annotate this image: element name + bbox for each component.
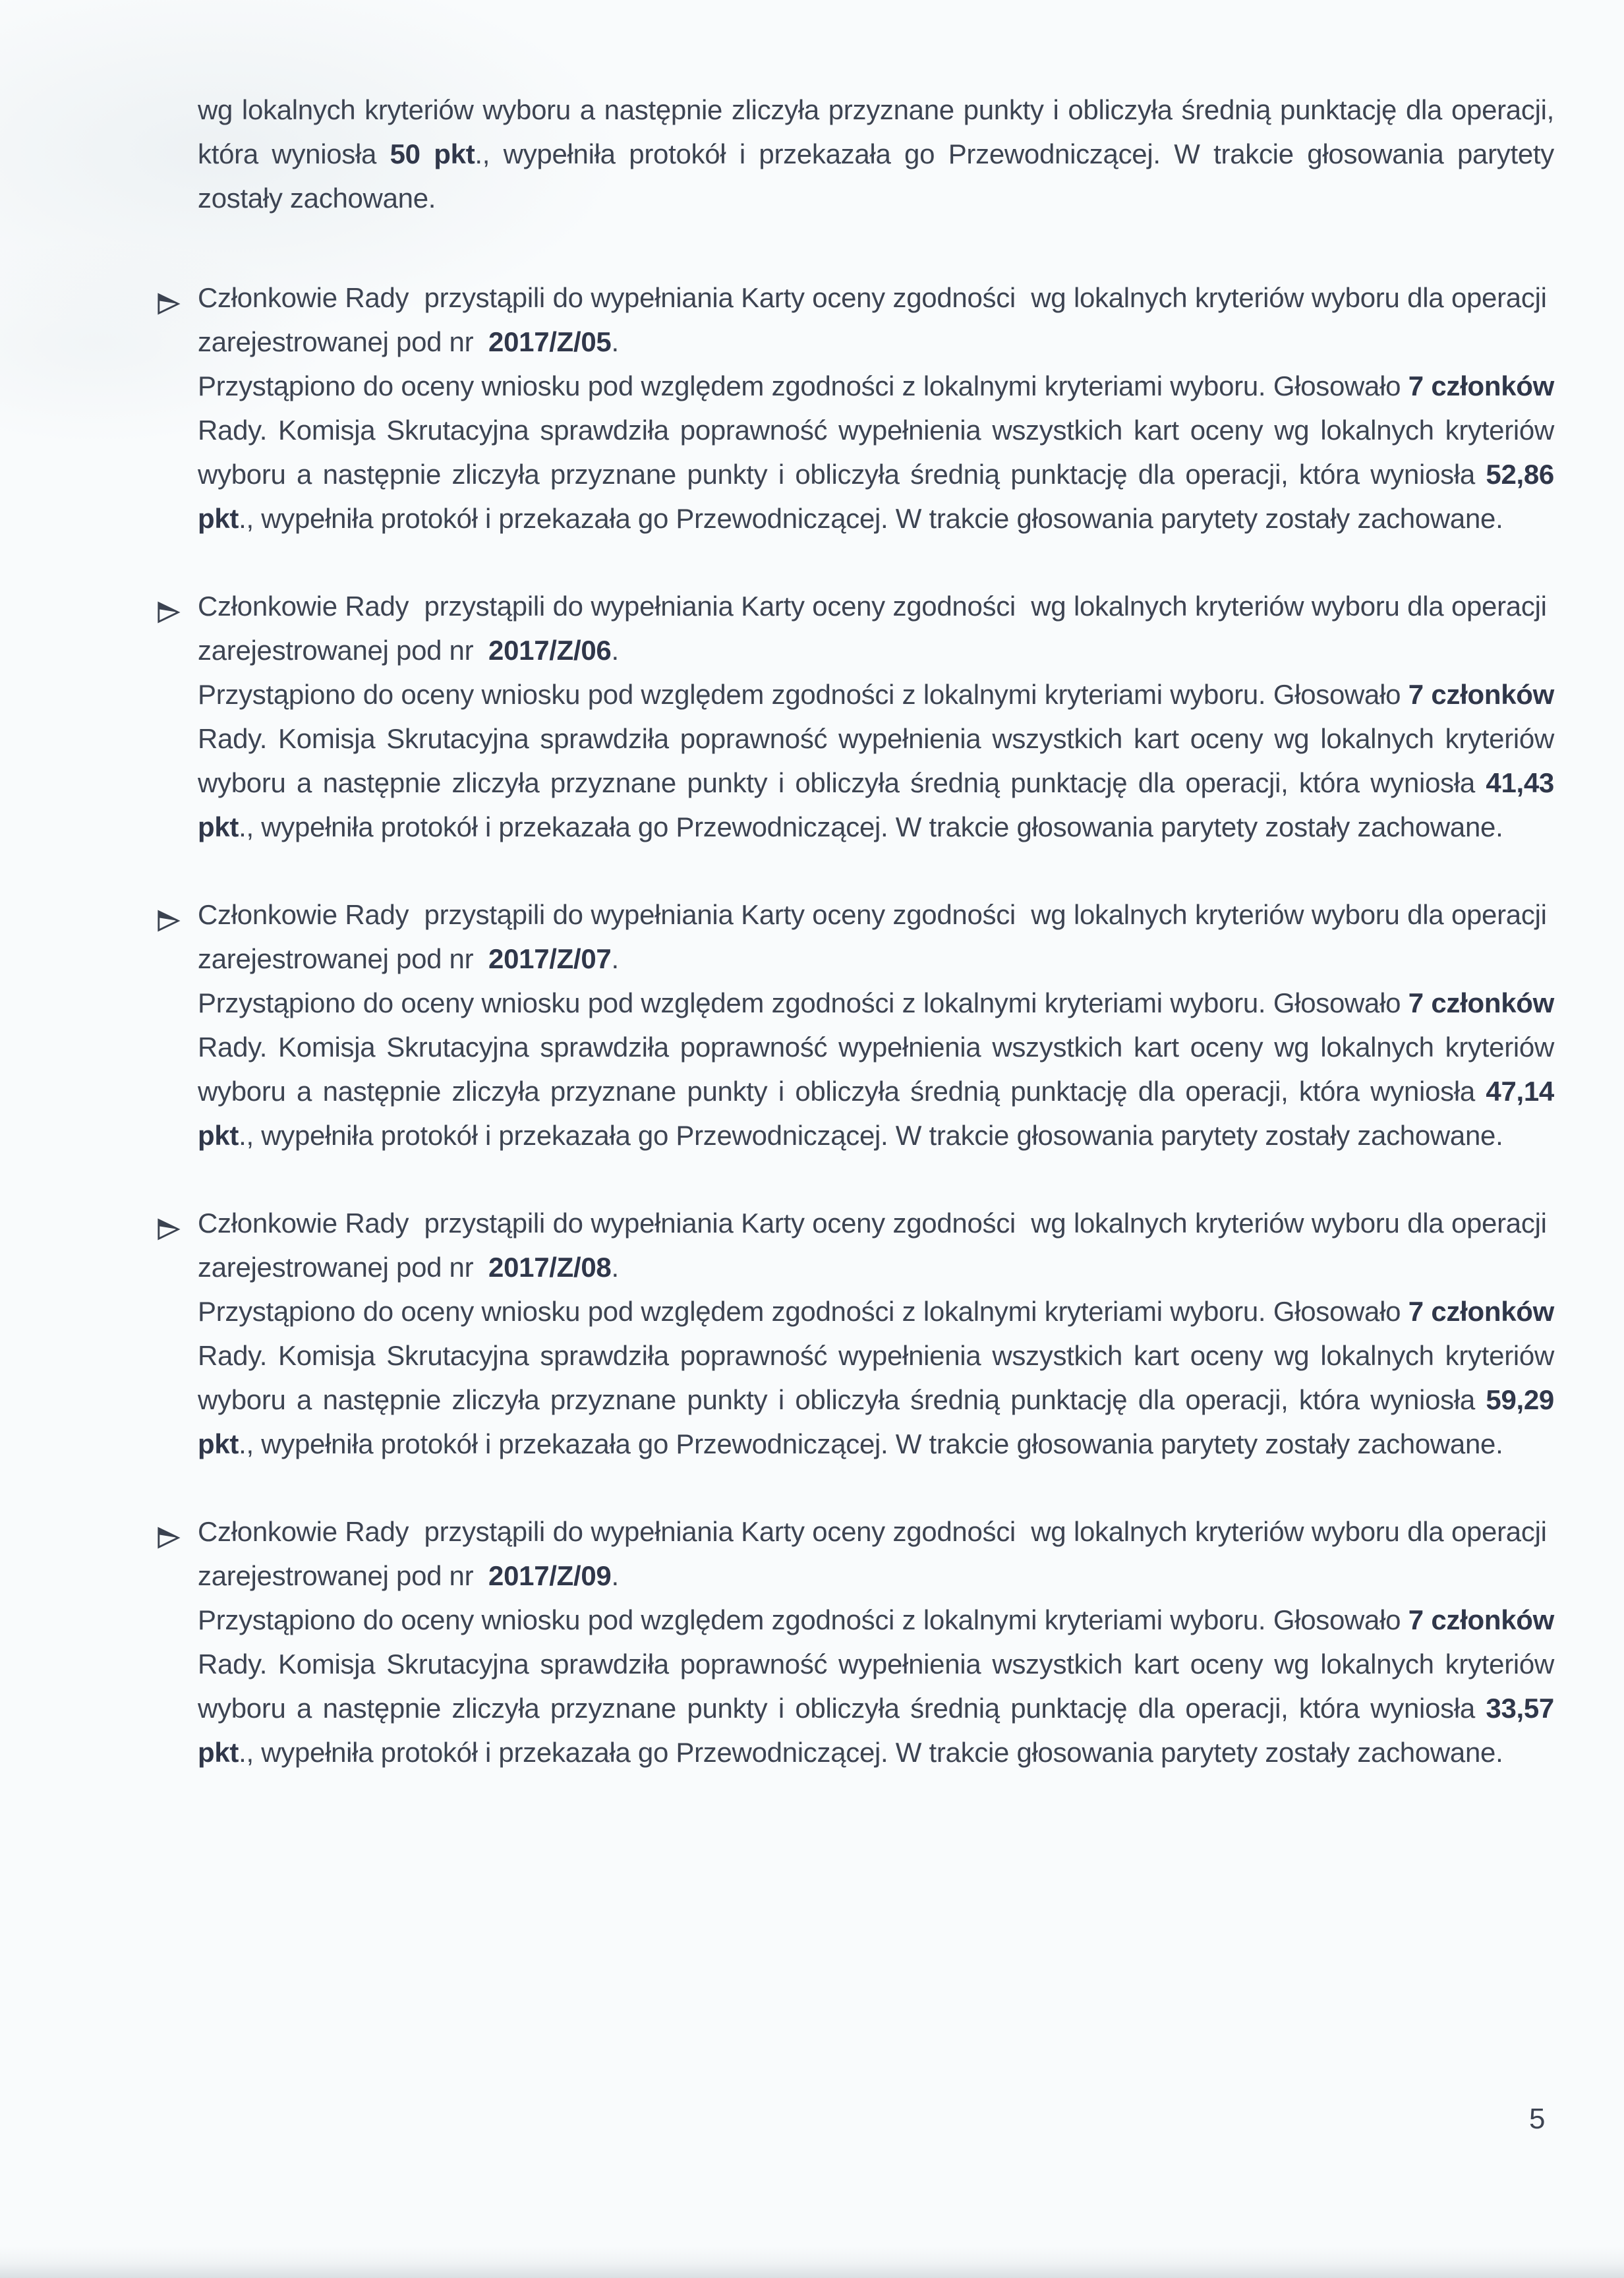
score-value: 52,86 pkt <box>198 459 1554 534</box>
intro-score-value: 50 pkt <box>390 138 475 169</box>
bullet-text-tail: ., wypełniła protokół i przekazała go Przewodniczącej. W trakcie głosowania parytety zostały zachowane. <box>239 811 1503 842</box>
page-number: 5 <box>1529 2103 1546 2135</box>
members-count: 7 członków <box>1408 370 1554 401</box>
list-item <box>198 584 1554 849</box>
bullet-text-body: Przystąpiono do oceny wniosku pod względem zgodności z lokalnymi kryteriami wyboru. Głosowało <box>198 987 1408 1018</box>
members-count: 7 członków <box>1408 1296 1554 1327</box>
ref-period: . <box>611 1560 619 1591</box>
document-body <box>198 88 1554 1774</box>
list-item <box>198 1509 1554 1774</box>
bullet-text-body-2: Rady. Komisja Skrutacyjna sprawdziła poprawność wypełnienia wszystkich kart oceny wg lokalnych kryteriów wyboru a następnie zliczyła przyznane punkty i obliczyła średnią punktację dla operacji, która wyniosła <box>198 1340 1554 1415</box>
bullet-paragraph <box>198 1201 1554 1466</box>
bullet-list <box>198 276 1554 1774</box>
list-item <box>198 276 1554 540</box>
bullet-text-lead: Członkowie Rady przystąpili do wypełniania Karty oceny zgodności wg lokalnych kryteriów wyboru dla operacji zarejestrowanej pod nr <box>198 282 1554 357</box>
bullet-text-tail: ., wypełniła protokół i przekazała go Przewodniczącej. W trakcie głosowania parytety zostały zachowane. <box>239 503 1503 534</box>
members-count: 7 członków <box>1408 679 1554 710</box>
members-count: 7 członków <box>1408 1604 1554 1635</box>
ref-period: . <box>611 1252 619 1283</box>
bullet-text-body-2: Rady. Komisja Skrutacyjna sprawdziła poprawność wypełnienia wszystkich kart oceny wg lokalnych kryteriów wyboru a następnie zliczyła przyznane punkty i obliczyła średnią punktację dla operacji, która wyniosła <box>198 723 1554 798</box>
ref-period: . <box>611 635 619 666</box>
members-count: 7 członków <box>1408 987 1554 1018</box>
bullet-text-tail: ., wypełniła protokół i przekazała go Przewodniczącej. W trakcie głosowania parytety zostały zachowane. <box>239 1737 1503 1768</box>
score-value: 41,43 pkt <box>198 767 1554 842</box>
operation-ref: 2017/Z/09 <box>488 1560 612 1591</box>
arrow-bullet-icon <box>156 902 182 927</box>
arrow-bullet-icon <box>156 285 182 310</box>
list-item <box>198 1201 1554 1466</box>
intro-paragraph <box>198 88 1554 220</box>
bullet-text-tail: ., wypełniła protokół i przekazała go Przewodniczącej. W trakcie głosowania parytety zostały zachowane. <box>239 1120 1503 1151</box>
arrow-bullet-icon <box>156 1210 182 1235</box>
ref-period: . <box>611 943 619 974</box>
bullet-paragraph <box>198 584 1554 849</box>
bullet-text-lead: Członkowie Rady przystąpili do wypełniania Karty oceny zgodności wg lokalnych kryteriów wyboru dla operacji zarejestrowanej pod nr <box>198 1516 1554 1591</box>
score-value: 59,29 pkt <box>198 1384 1554 1459</box>
bullet-text-body: Przystąpiono do oceny wniosku pod względem zgodności z lokalnymi kryteriami wyboru. Głosowało <box>198 679 1408 710</box>
bullet-text-body-2: Rady. Komisja Skrutacyjna sprawdziła poprawność wypełnienia wszystkich kart oceny wg lokalnych kryteriów wyboru a następnie zliczyła przyznane punkty i obliczyła średnią punktację dla operacji, która wyniosła <box>198 1032 1554 1107</box>
ref-period: . <box>611 326 619 357</box>
bullet-text-tail: ., wypełniła protokół i przekazała go Przewodniczącej. W trakcie głosowania parytety zostały zachowane. <box>239 1428 1503 1459</box>
operation-ref: 2017/Z/05 <box>488 326 612 357</box>
arrow-bullet-icon <box>156 1519 182 1544</box>
bullet-text-lead: Członkowie Rady przystąpili do wypełniania Karty oceny zgodności wg lokalnych kryteriów wyboru dla operacji zarejestrowanej pod nr <box>198 1208 1554 1283</box>
scan-bottom-edge-artifact <box>0 2246 1624 2278</box>
list-item <box>198 892 1554 1157</box>
bullet-paragraph <box>198 276 1554 540</box>
intro-text-lead: wg lokalnych kryteriów wyboru a następnie zliczyła przyznane punkty i obliczyła średnią punktację dla operacji, która wyniosła <box>198 94 1554 169</box>
bullet-text-lead: Członkowie Rady przystąpili do wypełniania Karty oceny zgodności wg lokalnych kryteriów wyboru dla operacji zarejestrowanej pod nr <box>198 591 1554 666</box>
arrow-bullet-icon <box>156 593 182 618</box>
bullet-text-body-2: Rady. Komisja Skrutacyjna sprawdziła poprawność wypełnienia wszystkich kart oceny wg lokalnych kryteriów wyboru a następnie zliczyła przyznane punkty i obliczyła średnią punktację dla operacji, która wyniosła <box>198 1649 1554 1724</box>
bullet-text-body: Przystąpiono do oceny wniosku pod względem zgodności z lokalnymi kryteriami wyboru. Głosowało <box>198 1296 1408 1327</box>
operation-ref: 2017/Z/07 <box>488 943 612 974</box>
operation-ref: 2017/Z/06 <box>488 635 612 666</box>
bullet-text-body: Przystąpiono do oceny wniosku pod względem zgodności z lokalnymi kryteriami wyboru. Głosowało <box>198 370 1408 401</box>
intro-text-tail: ., wypełniła protokół i przekazała go Przewodniczącej. W trakcie głosowania parytety zostały zachowane. <box>198 138 1554 214</box>
bullet-paragraph <box>198 1509 1554 1774</box>
bullet-text-lead: Członkowie Rady przystąpili do wypełniania Karty oceny zgodności wg lokalnych kryteriów wyboru dla operacji zarejestrowanej pod nr <box>198 899 1554 974</box>
score-value: 47,14 pkt <box>198 1076 1554 1151</box>
operation-ref: 2017/Z/08 <box>488 1252 612 1283</box>
score-value: 33,57 pkt <box>198 1693 1554 1768</box>
bullet-text-body-2: Rady. Komisja Skrutacyjna sprawdziła poprawność wypełnienia wszystkich kart oceny wg lokalnych kryteriów wyboru a następnie zliczyła przyznane punkty i obliczyła średnią punktację dla operacji, która wyniosła <box>198 415 1554 490</box>
bullet-text-body: Przystąpiono do oceny wniosku pod względem zgodności z lokalnymi kryteriami wyboru. Głosowało <box>198 1604 1408 1635</box>
bullet-paragraph <box>198 892 1554 1157</box>
